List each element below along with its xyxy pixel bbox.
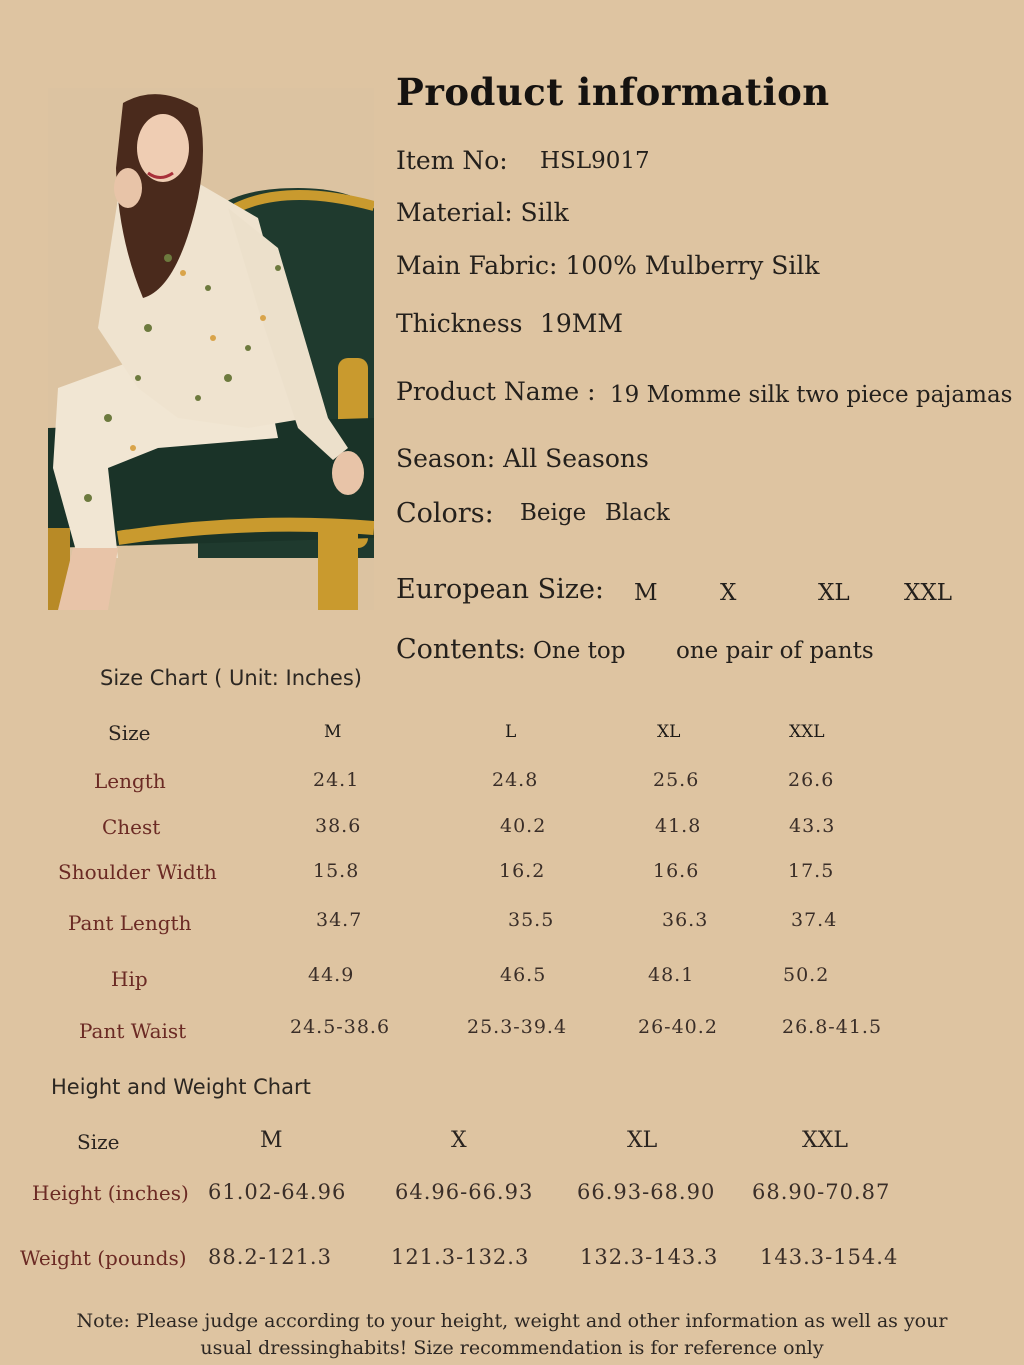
size-cell: 41.8 — [655, 815, 702, 837]
hw-chart-header: XL — [627, 1128, 658, 1153]
european-size: XL — [818, 580, 850, 606]
model-in-pajamas-illustration — [48, 88, 374, 610]
size-cell: 46.5 — [500, 964, 547, 986]
size-cell: 24.1 — [313, 769, 360, 791]
size-cell: 24.8 — [492, 769, 539, 791]
size-chart-header: XXL — [789, 722, 825, 742]
size-chart-header: L — [505, 722, 517, 742]
hw-chart-header: X — [451, 1128, 467, 1153]
color-option: Black — [605, 500, 670, 526]
size-chart-title: Size Chart ( Unit: Inches) — [100, 666, 362, 690]
product-name-label: Product Name : — [396, 377, 596, 406]
contents-value-pants: one pair of pants — [676, 638, 874, 664]
size-cell: 35.5 — [508, 909, 555, 931]
colors-label: Colors: — [396, 498, 494, 529]
size-cell: 17.5 — [788, 860, 835, 882]
size-cell: 25.3-39.4 — [467, 1016, 568, 1038]
size-cell: 34.7 — [316, 909, 363, 931]
size-row-label: Pant Length — [68, 911, 192, 935]
size-cell: 25.6 — [653, 769, 700, 791]
european-size: M — [634, 580, 658, 606]
hw-row-label: Weight (pounds) — [20, 1246, 187, 1270]
size-cell: 16.6 — [653, 860, 700, 882]
size-row-label: Chest — [102, 815, 161, 839]
hw-cell: 132.3-143.3 — [580, 1245, 719, 1269]
size-chart-header: M — [324, 722, 342, 742]
size-cell: 26.8-41.5 — [782, 1016, 883, 1038]
size-cell: 36.3 — [662, 909, 709, 931]
contents-label: Contents — [396, 634, 520, 665]
hw-chart-header: M — [260, 1128, 283, 1153]
season-info: Season: All Seasons — [396, 444, 649, 473]
item-no-value: HSL9017 — [540, 148, 650, 174]
size-row-label: Shoulder Width — [58, 860, 217, 884]
page-title: Product information — [396, 70, 830, 114]
thickness-value: 19MM — [540, 309, 624, 338]
size-cell: 48.1 — [648, 964, 695, 986]
hw-cell: 61.02-64.96 — [208, 1180, 347, 1204]
material-info: Material: Silk — [396, 198, 569, 227]
size-cell: 44.9 — [308, 964, 355, 986]
hw-cell: 143.3-154.4 — [760, 1245, 899, 1269]
contents-value-top: : One top — [518, 638, 626, 664]
size-row-label: Hip — [111, 967, 148, 991]
hw-chart-header: XXL — [802, 1128, 848, 1153]
size-cell: 26-40.2 — [638, 1016, 718, 1038]
hw-cell: 121.3-132.3 — [391, 1245, 530, 1269]
size-row-label: Length — [94, 769, 166, 793]
size-cell: 24.5-38.6 — [290, 1016, 391, 1038]
size-cell: 40.2 — [500, 815, 547, 837]
size-cell: 37.4 — [791, 909, 838, 931]
size-chart-size-label: Size — [108, 721, 151, 745]
size-cell: 16.2 — [499, 860, 546, 882]
hw-chart-size-label: Size — [77, 1130, 120, 1154]
hw-row-label: Height (inches) — [32, 1181, 189, 1205]
size-cell: 26.6 — [788, 769, 835, 791]
product-name-value: 19 Momme silk two piece pajamas — [610, 382, 1013, 408]
size-row-label: Pant Waist — [79, 1019, 187, 1043]
item-no-label: Item No: — [396, 146, 508, 175]
hw-cell: 66.93-68.90 — [577, 1180, 716, 1204]
size-cell: 43.3 — [789, 815, 836, 837]
size-cell: 38.6 — [315, 815, 362, 837]
size-chart-header: XL — [657, 722, 681, 742]
hw-cell: 88.2-121.3 — [208, 1245, 332, 1269]
color-option: Beige — [520, 500, 587, 526]
product-photo — [48, 88, 374, 610]
main-fabric-info: Main Fabric: 100% Mulberry Silk — [396, 251, 820, 280]
note-line-1: Note: Please judge according to your height, weight and other information as well as your — [76, 1310, 948, 1332]
european-size: X — [720, 580, 737, 606]
size-cell: 50.2 — [783, 964, 830, 986]
hw-chart-title: Height and Weight Chart — [51, 1075, 311, 1099]
note-line-2: usual dressinghabits! Size recommendation is for reference only — [200, 1337, 824, 1359]
size-cell: 15.8 — [313, 860, 360, 882]
hw-cell: 64.96-66.93 — [395, 1180, 534, 1204]
thickness-label: Thickness — [396, 309, 523, 338]
hw-cell: 68.90-70.87 — [752, 1180, 891, 1204]
european-size: XXL — [904, 580, 953, 606]
european-size-label: European Size: — [396, 574, 605, 605]
